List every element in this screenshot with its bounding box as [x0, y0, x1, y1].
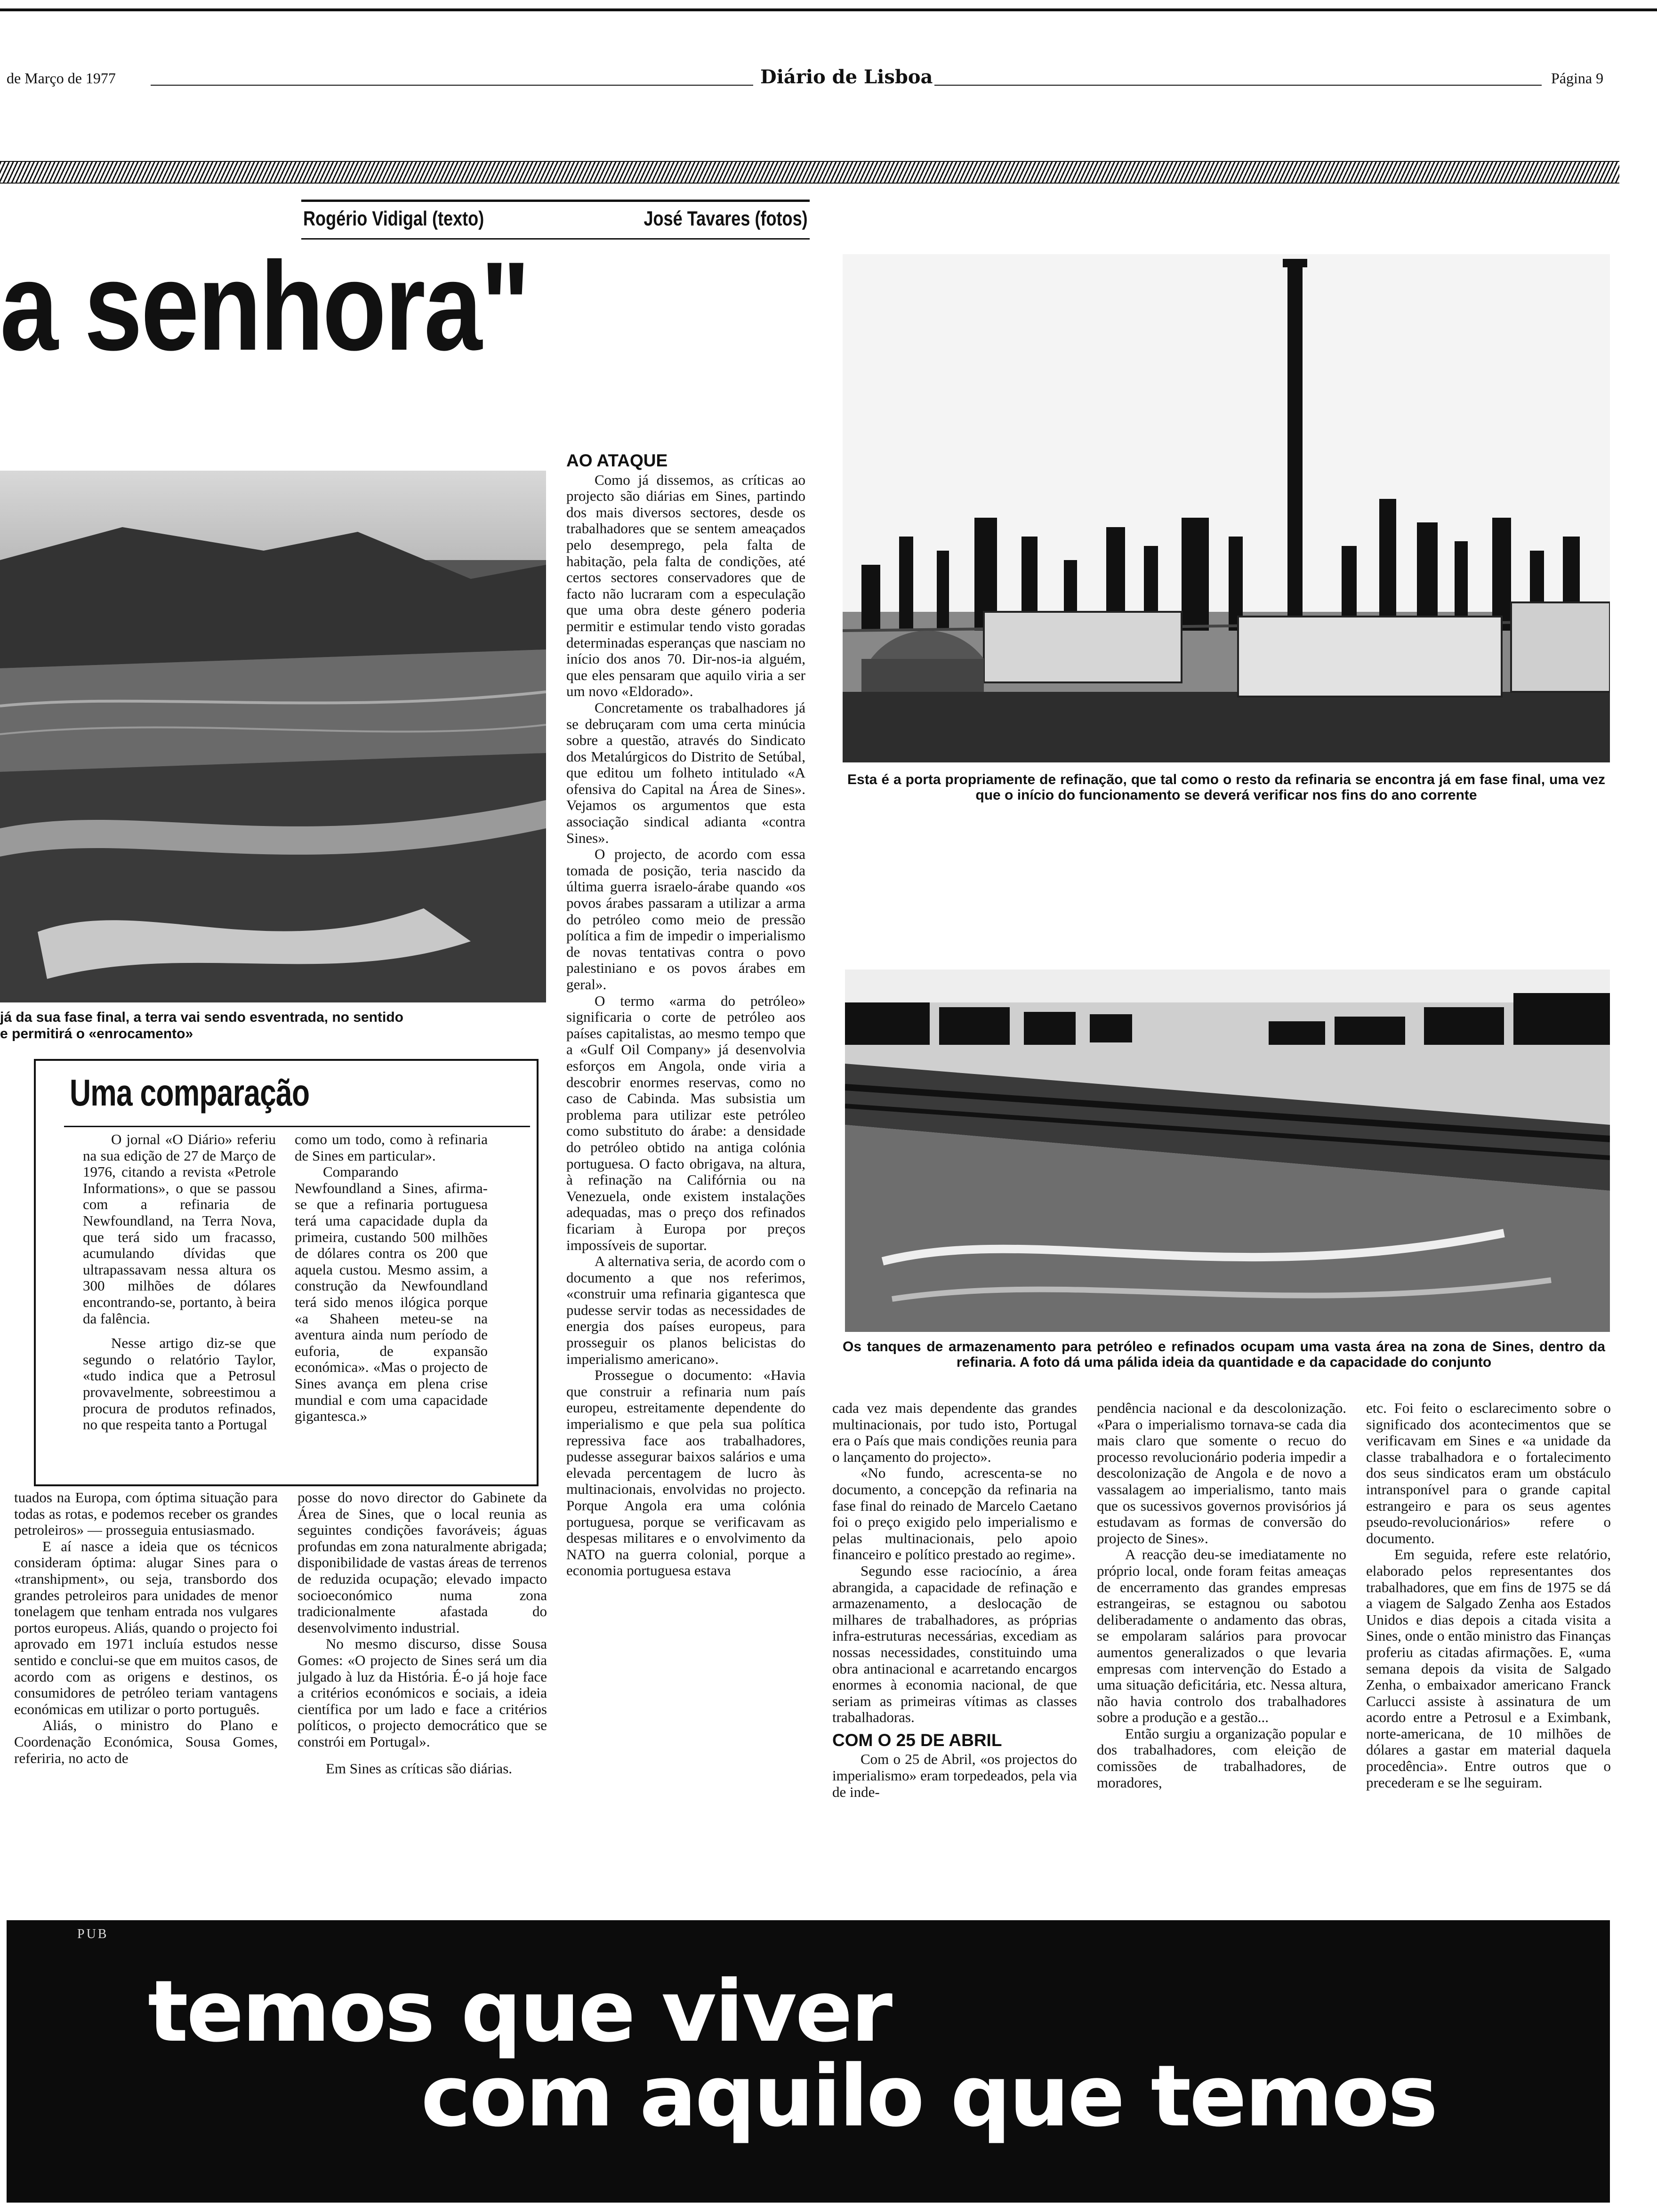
byline	[301, 207, 810, 235]
box-col2-para: Comparando Newfoundland a Sines, afirma-se que a refinaria portuguesa terá uma capacidade dupla da primeira, custando 500 milhões de dólares contra os 200 que aquela custou. Mesmo assim, a construção da Newfoundland terá sido menos ilógica porque «a Shaheen meteu-se na aventura ainda num período de euforia, de expansão económica». «Mas o projecto de Sines avança em plena crise mundial e com uma capacidade gigantesca.»	[295, 1163, 488, 1425]
article-column-a	[14, 1490, 278, 1766]
comparison-box-col2	[295, 1131, 488, 1425]
advertisement	[7, 1920, 1610, 2203]
left-photo-caption-line2: e permitirá o «enrocamento»	[0, 1026, 193, 1042]
article-paragraph: Com o 25 de Abril, «os projectos do imperialismo» eram torpedeados, pela via de inde-	[832, 1751, 1077, 1800]
article-paragraph: O termo «arma do petróleo» significaria o corte de petróleo aos países capitalistas, ao mesmo tempo que a «Gulf Oil Company» já desenvolvia esforços em Angola, onde viria a descobrir enormes reservas, como no caso de Cabinda. Mas subsistia um problema para utilizar este petróleo como substituto do árabe: a densidade do petróleo obtido na antiga colónia portuguesa. O facto obrigava, na altura, à refinação na Califórnia ou na Venezuela, onde existem instalações adequadas, mas o preço dos refinados ficariam à Europa por preços impossíveis de suportar.	[566, 992, 805, 1253]
byline-rule-top	[301, 200, 810, 202]
masthead-title: Diário de Lisboa	[760, 66, 933, 88]
photo-refinery-towers	[843, 254, 1610, 762]
subhead-com-o-25-de-abril: COM O 25 DE ABRIL	[832, 1730, 1002, 1750]
box-col2-para: como um todo, como à refinaria de Sines em particular».	[295, 1131, 488, 1164]
article-paragraph: No mesmo discurso, disse Sousa Gomes: «O projecto de Sines será um dia julgado à luz da História. É-o já hoje face a critérios económicos e sociais, a ideia científica por um lado e face a critérios políticos, o projecto democrático que se constrói em Portugal».	[298, 1635, 547, 1750]
masthead-rule-left	[151, 85, 753, 86]
headline: a senhora"	[0, 235, 529, 377]
byline-text-author: Rogério Vidigal (texto)	[303, 207, 484, 230]
left-photo-caption-line1: já da sua fase final, a terra vai sendo esventrada, no sentido	[0, 1010, 403, 1025]
article-paragraph: A reacção deu-se imediatamente no próprio local, onde foram feitas ameaças de encerramento das grandes empresas estrangeiras, se estagnou ou sabotou deliberadamente o andamento das obras, se empolaram salários para provocar aumentos generalizados o que levaria empresas com intervenção do Estado a uma situação deficitária, etc. Nessa altura, não havia controlo dos trabalhadores sobre a produção e a gestão...	[1097, 1546, 1346, 1726]
top-right-photo-caption: Esta é a porta propriamente de refinação, que tal como o resto da refinaria se encontra já em fase final, uma vez que o início do funcionamento se deverá verificar nos fins do ano corrente	[847, 772, 1605, 803]
top-rule	[0, 8, 1657, 11]
ad-line2: com aquilo que temos	[421, 2047, 1436, 2146]
article-paragraph: «No fundo, acrescenta-se no documento, a concepção da refinaria na fase final do reinado de Marcelo Caetano foi o preço exigido pelo imperialismo e pelas multinacionais, pelo apoio financeiro e político prestado ao regime».	[832, 1465, 1077, 1563]
masthead-rule-right	[934, 85, 1542, 86]
article-paragraph: Prossegue o documento: «Havia que construir a refinaria num país europeu, estreitamente dependente do imperialismo e que pela sua política repressiva face aos trabalhadores, pudesse assegurar baixos salários e uma elevada percentagem de lucro às multinacionais, envolvidas no projecto. Porque Angola era uma colónia portuguesa, porque se verificavam as despesas militares e o envolvimento da NATO na guerra colonial, porque a economia portuguesa estava	[566, 1367, 805, 1579]
article-paragraph: Em seguida, refere este relatório, elaborado pelos representantes dos trabalhadores, que em fins de 1975 se dá a viagem de Salgado Zenha aos Estados Unidos e dias depois a citada visita a Sines, onde o então ministro das Finanças proferiu as citadas afirmações. E, «uma semana depois da visita de Salgado Zenha, o embaixador americano Franck Carlucci assiste à assinatura de um acordo entre a Petrosul e a Eximbank, norte-americana, de 10 milhões de dólares a gastar em material daquela procedência». Entre outros que o precederam e se lhe seguiram.	[1366, 1546, 1611, 1791]
article-paragraph: etc. Foi feito o esclarecimento sobre o significado dos acontecimentos que se verificavam em Sines e «a unidade da classe trabalhadora e o fortalecimento dos seus sindicatos eram um obstáculo intransponível para o grande capital estrangeiro e para os seus agentes pseudo-revolucionários» refere o documento.	[1366, 1400, 1611, 1547]
article-column-b	[298, 1490, 547, 1777]
article-paragraph: Segundo esse raciocínio, a área abrangida, a capacidade de refinação e armazenamento, a deslocação de milhares de trabalhadores, as próprias infra-estruturas necessárias, excediam as nossas necessidades, constituindo uma obra antinacional e acarretando encargos enormes à economia nacional, de que seriam as primeiras vítimas as classes trabalhadoras.	[832, 1562, 1077, 1726]
article-paragraph: Aliás, o ministro do Plano e Coordenação Económica, Sousa Gomes, referiria, no acto de	[14, 1717, 278, 1766]
article-paragraph: Concretamente os trabalhadores já se debruçaram com uma certa minúcia sobre a questão, através do Sindicato dos Metalúrgicos do Distrito de Setúbal, que editou um folheto intitulado «A ofensiva do Capital na Área de Sines». Vejamos os argumentos que esta associação sindical adianta «contra Sines».	[566, 699, 805, 846]
box-col1-para: Nesse artigo diz-se que segundo o relatório Taylor, «tudo indica que a Petrosul provavelmente, sobreestimou a procura de produtos refinados, no que respeita tanto a Portugal	[83, 1335, 276, 1433]
mid-right-photo-caption: Os tanques de armazenamento para petróleo e refinados ocupam uma vasta área na zona de Sines, dentro da refinaria. A foto dá uma pálida ideia da quantidade e da capacidade do conjunto	[843, 1339, 1605, 1370]
subhead-ao-ataque: AO ATAQUE	[566, 451, 668, 470]
comparison-box-title-rule	[64, 1126, 530, 1127]
article-paragraph: tuados na Europa, com óptima situação para todas as rotas, e podemos receber os grandes petroleiros» — prosseguia entusiasmado.	[14, 1489, 278, 1539]
photo-storage-tanks	[845, 970, 1610, 1332]
byline-photo-author: José Tavares (fotos)	[643, 207, 808, 230]
article-column-e	[1097, 1400, 1346, 1791]
photo-earthworks	[0, 471, 546, 1002]
article-paragraph: posse do novo director do Gabinete da Área de Sines, que o local reunia as seguintes condições favoráveis; águas profundas em zona naturalmente abrigada; disponibilidade de vastas áreas de terrenos de reduzida ocupação; elevado impacto socioeconómico numa zona tradicionalmente afastada do desenvolvimento industrial.	[298, 1489, 547, 1636]
hatched-band	[0, 161, 1619, 184]
comparison-box-title: Uma comparação	[70, 1072, 310, 1114]
article-column-d	[832, 1400, 1077, 1800]
masthead-page: Página 9	[1551, 70, 1604, 87]
masthead-date: de Março de 1977	[7, 70, 116, 87]
article-paragraph: A alternativa seria, de acordo com o documento a que nos referimos, «construir uma refinaria gigantesca que pudesse servir todas as necessidades de energia dos países europeus, para prosseguir os planos belicistas do imperialismo americano».	[566, 1253, 805, 1367]
article-paragraph: Então surgiu a organização popular e dos trabalhadores, com eleição de comissões de trabalhadores, de moradores,	[1097, 1725, 1346, 1791]
comparison-box	[34, 1059, 539, 1486]
article-column-ataque	[566, 453, 805, 1579]
box-col1-para: O jornal «O Diário» referiu na sua edição de 27 de Março de 1976, citando a revista «Petrole Informations», o que se passou com a refinaria de Newfoundland, na Terra Nova, que terá sido um fracasso, acumulando dívidas que ultrapassavam nessa altura os 300 milhões de dólares encontrando-se, portanto, à beira da falência.	[83, 1131, 276, 1327]
ad-label: PUB	[77, 1927, 109, 1941]
comparison-box-col1	[83, 1131, 276, 1433]
article-paragraph: cada vez mais dependente das grandes multinacionais, por tudo isto, Portugal era o País que mais condições reunia para o lançamento do projecto».	[832, 1400, 1077, 1465]
article-paragraph: O projecto, de acordo com essa tomada de posição, teria nascido da última guerra israelo-árabe quando «os povos árabes passaram a utilizar a arma do petróleo como meio de pressão política a fim de impedir o imperialismo de novas tentativas contra o povo palestiniano e os povos árabes em geral».	[566, 846, 805, 993]
article-column-f	[1366, 1400, 1611, 1791]
article-paragraph: Em Sines as críticas são diárias.	[326, 1760, 513, 1777]
ad-line1: temos que viver	[148, 1963, 891, 2061]
article-paragraph: E aí nasce a ideia que os técnicos consideram óptima: alugar Sines para o «transhipment», ou seja, transbordo dos grandes petroleiros para unidades de menor tonelagem que tenham entrada nos vulgares portos europeus. Aliás, quando o projecto foi aprovado em 1971 incluía estudos nesse sentido e conclui-se que em muitos casos, de acordo com as origens e destinos, os consumidores de petróleo teriam vantagens económicas em utilizar o porto português.	[14, 1538, 278, 1717]
article-paragraph: Como já dissemos, as críticas ao projecto são diárias em Sines, partindo dos mais diversos sectores, desde os trabalhadores que se sentem ameaçados pelo desemprego, pela falta de habitação, pela falta de condições, até certos sectores conservadores que de facto não lucraram com a especulação que uma obra deste género poderia permitir e estimular tendo visto goradas determinadas esperanças que nasciam no início dos anos 70. Dir-nos-ia alguém, que eles pensaram que aquilo viria a ser um novo «Eldorado».	[566, 471, 805, 700]
masthead	[0, 66, 1619, 94]
article-paragraph: pendência nacional e da descolonização. «Para o imperialismo tornava-se cada dia mais claro que somente o recuo do processo revolucionário poderia impedir a descolonização de Angola e de novo a vassalagem ao imperialismo, tanto mais que os sucessivos governos provisórios já estudavam as formas de conversão do projecto de Sines».	[1097, 1400, 1346, 1547]
